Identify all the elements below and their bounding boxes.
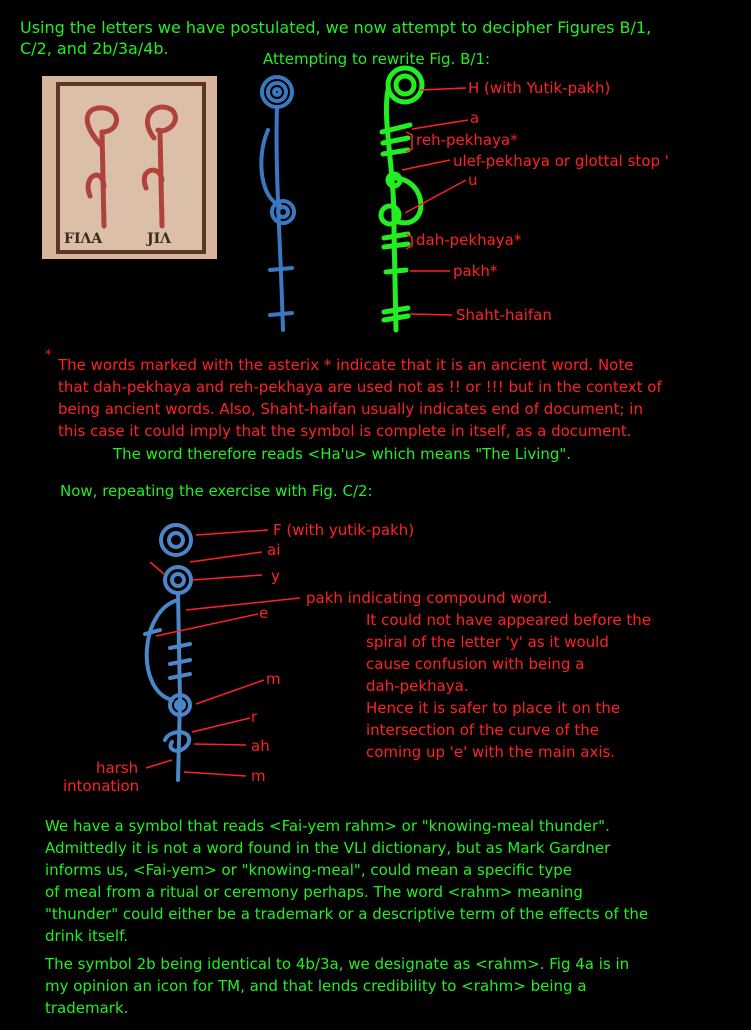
explanation-line: spiral of the letter 'y' as it would <box>366 633 609 651</box>
label-pakh: pakh* <box>453 262 498 280</box>
c2-spiral-f <box>161 525 191 555</box>
label-reh: reh-pekhaya* <box>416 131 518 149</box>
pointer-h <box>420 88 466 90</box>
pointer-r <box>192 718 250 732</box>
explanation-line: cause confusion with being a <box>366 655 585 673</box>
intro-line: C/2, and 2b/3a/4b. <box>20 39 169 58</box>
green-glyph-b1 <box>381 68 422 330</box>
green-tick-pakh <box>386 270 406 272</box>
pointer-m2 <box>184 772 246 776</box>
note-line: being ancient words. Also, Shaht-haifan usually indicates end of document; in <box>58 400 643 418</box>
fig-c2-heading: Now, repeating the exercise with Fig. C/2: <box>60 482 373 500</box>
blue-spiral-lower <box>272 201 294 223</box>
note-line: The words marked with the asterix * indicate that it is an ancient word. Note <box>58 356 634 374</box>
note-line: that dah-pekhaya and reh-pekhaya are used not as !! or !!! but in the context of <box>58 378 662 396</box>
conclusion-line: trademark. <box>45 999 129 1017</box>
label-y: y <box>271 567 280 585</box>
pointer-ulef <box>402 160 450 170</box>
label-pakh-c2: pakh indicating compound word. <box>306 589 552 607</box>
pointer-a <box>412 120 468 129</box>
fig-b1-heading: Attempting to rewrite Fig. B/1: <box>263 50 491 68</box>
pointer-ah <box>194 744 246 745</box>
pointer-m1 <box>196 680 264 704</box>
conclusion-line: "thunder" could either be a trademark or a descriptive term of the effects of the <box>45 905 649 923</box>
explanation-line: dah-pekhaya. <box>366 677 469 695</box>
conclusion-para-1 <box>45 815 648 947</box>
pointer-ai-left <box>150 562 164 574</box>
c2-curve-e <box>147 600 178 700</box>
conclusion-line: drink itself. <box>45 927 129 945</box>
note-line: this case it could imply that the symbol is complete in itself, as a document. <box>58 422 632 440</box>
label-dah: dah-pekhaya* <box>416 231 522 249</box>
c2-spiral-f-inner <box>169 533 183 547</box>
conclusion-line: of meal from a ritual or ceremony perhaps. The word <rahm> meaning <box>45 883 583 901</box>
note-marker: * <box>45 348 52 363</box>
c2-spiral-y <box>165 567 191 593</box>
label-a: a <box>470 109 480 127</box>
label-shaht: Shaht-haifan <box>456 306 552 324</box>
pointer-f <box>196 530 268 535</box>
blue-spiral-lower-inner <box>278 207 288 217</box>
label-u: u <box>468 171 478 189</box>
green-spiral-mid <box>396 76 414 94</box>
conclusion-para-2 <box>45 953 629 1019</box>
conclusion-line: The symbol 2b being identical to 4b/3a, we designate as <rahm>. Fig 4a is in <box>45 955 630 973</box>
label-f: F (with yutik-pakh) <box>273 521 415 539</box>
label-intonation: intonation <box>63 777 140 795</box>
label-m2: m <box>251 767 266 785</box>
explanation-line: It could not have appeared before the <box>366 611 652 629</box>
label-ulef: ulef-pekhaya or glottal stop ' <box>453 152 669 170</box>
conclusion-line: informs us, <Fai-yem> or "knowing-meal", could mean a specific type <box>45 861 572 879</box>
blue-spiral-mid <box>268 83 286 101</box>
photo-caption-left: FIΛA <box>64 231 103 247</box>
c2-ticks <box>145 630 190 678</box>
intro-line: Using the letters we have postulated, we now attempt to decipher Figures B/1, <box>20 18 652 37</box>
photo-caption-right: JIΛ <box>147 231 172 247</box>
pointer-y <box>192 575 262 580</box>
conclusion-line: my opinion an icon for TM, and that lends credibility to <rahm> being a <box>45 977 587 995</box>
explanation-line: coming up 'e' with the main axis. <box>366 743 616 761</box>
reading-text: The word therefore reads <Ha'u> which means "The Living". <box>113 445 572 463</box>
green-spiral-outer <box>388 68 422 102</box>
pointer-pakh-c2 <box>186 598 300 610</box>
explanation-line: Hence it is safer to place it on the <box>366 699 621 717</box>
pointer-ai <box>190 552 262 562</box>
c2-explanation <box>366 609 651 763</box>
label-ai: ai <box>267 541 281 559</box>
label-harsh: harsh <box>96 759 139 777</box>
pointer-e <box>156 614 258 636</box>
conclusion-line: We have a symbol that reads <Fai-yem rahm> or "knowing-meal thunder". <box>45 817 610 835</box>
conclusion-line: Admittedly it is not a word found in the VLI dictionary, but as Mark Gardner <box>45 839 611 857</box>
pointer-harsh <box>146 760 172 768</box>
explanation-line: intersection of the curve of the <box>366 721 599 739</box>
label-ah: ah <box>251 737 270 755</box>
blue-glyph-b1 <box>261 77 294 330</box>
label-h: H (with Yutik-pakh) <box>468 79 611 97</box>
note-text <box>58 354 662 442</box>
c2-spiral-y-inner <box>172 574 184 586</box>
label-m1: m <box>266 670 281 688</box>
label-r: r <box>251 708 258 726</box>
blue-spiral-inner <box>274 89 280 95</box>
label-e: e <box>259 604 269 622</box>
pointer-shaht <box>410 314 452 315</box>
